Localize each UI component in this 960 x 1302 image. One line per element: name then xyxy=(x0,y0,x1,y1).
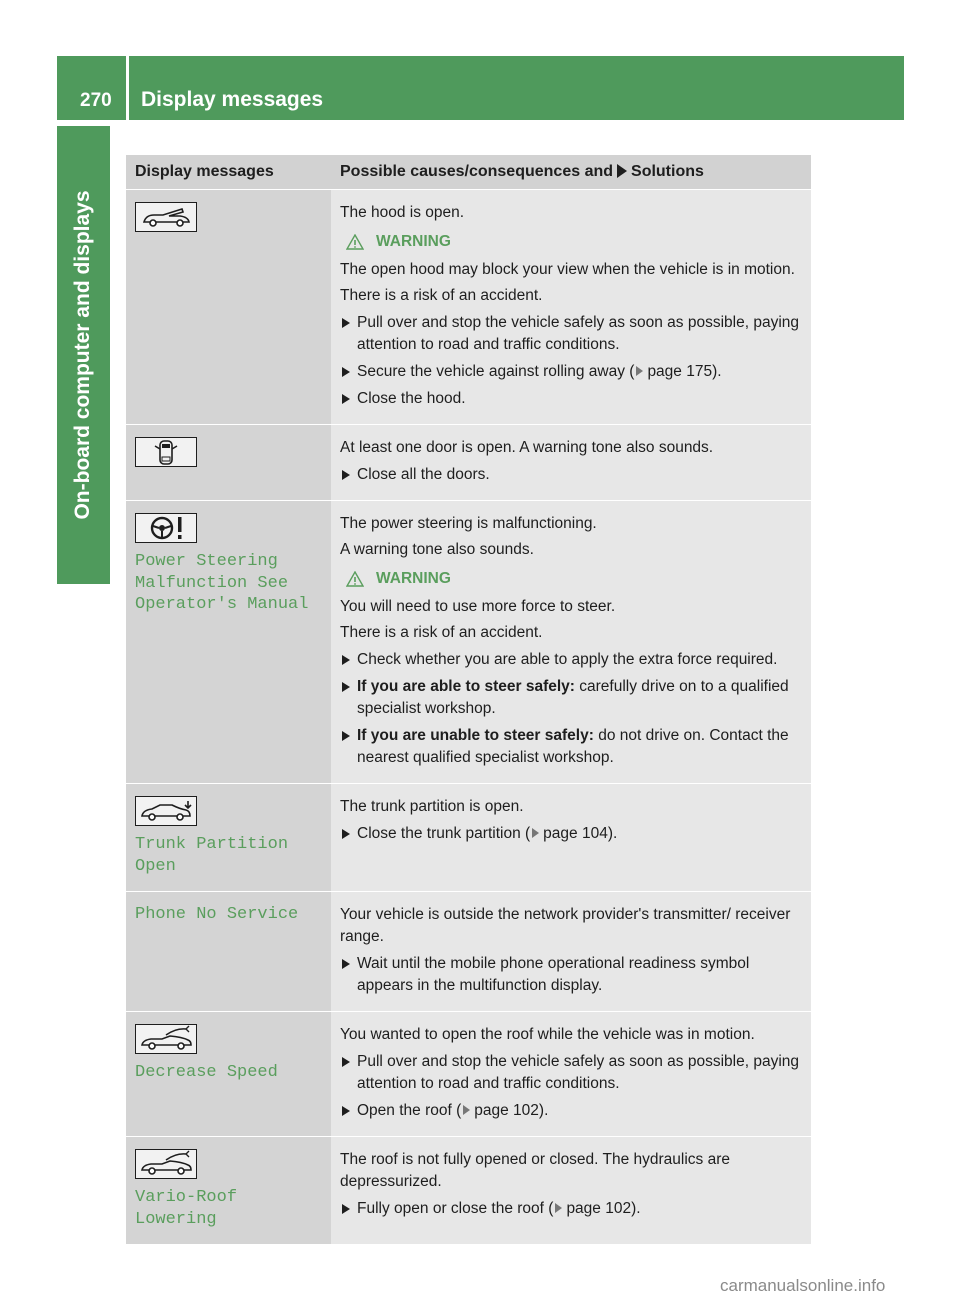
display-message-cell xyxy=(126,501,331,784)
step-text: Secure the vehicle against rolling away ( xyxy=(357,363,635,380)
display-message-cell xyxy=(126,784,331,892)
table-row xyxy=(126,1137,811,1245)
step-arrow-icon xyxy=(342,1106,350,1116)
solution-step xyxy=(340,464,805,486)
column-header-solutions xyxy=(331,155,811,190)
page-reference-icon xyxy=(463,1105,470,1115)
step-arrow-icon xyxy=(342,394,350,404)
solution-step xyxy=(340,388,805,410)
step-text: Wait until the mobile phone operational readiness symbol appears in the multifunction display. xyxy=(357,955,750,994)
step-arrow-icon xyxy=(342,655,350,665)
step-arrow-icon xyxy=(342,1204,350,1214)
step-condition: If you are unable to steer safely: xyxy=(357,727,594,744)
solution-arrow-icon xyxy=(617,164,627,178)
table-row xyxy=(126,190,811,425)
step-text: Close the hood. xyxy=(357,390,466,407)
step-text: Close the trunk partition ( xyxy=(357,825,531,842)
step-arrow-icon xyxy=(342,731,350,741)
table-row xyxy=(126,425,811,501)
warning-text: You will need to use more force to steer. xyxy=(340,598,616,615)
header-divider xyxy=(126,56,129,120)
page-reference[interactable]: page 175). xyxy=(647,363,722,380)
page-reference-icon xyxy=(532,828,539,838)
table-row xyxy=(126,892,811,1012)
page-title: Display messages xyxy=(141,88,324,111)
table-header-row xyxy=(126,155,811,190)
step-arrow-icon xyxy=(342,829,350,839)
display-message-text: Trunk Partition xyxy=(135,835,289,854)
cause-text: The hood is open. xyxy=(340,204,465,221)
step-text: Fully open or close the roof ( xyxy=(357,1200,554,1217)
solution-cell xyxy=(331,425,811,501)
solution-cell xyxy=(331,1012,811,1137)
solution-cell xyxy=(331,501,811,784)
step-arrow-icon xyxy=(342,318,350,328)
cause-text: The trunk partition is open. xyxy=(340,798,524,815)
steering-wheel-warning-icon xyxy=(135,513,197,543)
solution-step xyxy=(340,823,805,845)
display-message-cell xyxy=(126,1137,331,1245)
display-message-cell xyxy=(126,892,331,1012)
warning-text: The open hood may block your view when the vehicle is in motion. xyxy=(340,261,795,278)
step-text: do not drive on. Contact the nearest qualified specialist workshop. xyxy=(357,727,789,766)
warning-text: There is a risk of an accident. xyxy=(340,287,543,304)
warning-label: WARNING xyxy=(376,570,451,587)
display-message-text: Vario-Roof xyxy=(135,1188,238,1207)
column-header-display-messages: Display messages xyxy=(126,155,331,190)
display-message-text: Decrease Speed xyxy=(135,1063,278,1082)
display-message-text: Operator's Manual xyxy=(135,595,309,614)
step-arrow-icon xyxy=(342,470,350,480)
solution-step xyxy=(340,1100,805,1122)
column-header-solutions-text: Possible causes/consequences and xyxy=(340,163,614,180)
step-text: carefully drive on to a qualified specialist workshop. xyxy=(357,678,789,717)
solution-step xyxy=(340,1051,805,1095)
cause-text: A warning tone also sounds. xyxy=(340,541,534,558)
display-message-text: Malfunction See xyxy=(135,573,289,593)
step-arrow-icon xyxy=(342,367,350,377)
page-reference[interactable]: page 102). xyxy=(474,1102,549,1119)
table-row xyxy=(126,501,811,784)
solution-cell xyxy=(331,892,811,1012)
warning-label: WARNING xyxy=(376,233,451,250)
solution-step xyxy=(340,676,805,720)
side-tab-label: On-board computer and displays xyxy=(71,190,94,520)
step-text: Close all the doors. xyxy=(357,466,490,483)
step-arrow-icon xyxy=(342,682,350,692)
warning-heading xyxy=(340,231,805,253)
display-message-text: Open xyxy=(135,856,176,876)
display-message-text: Lowering xyxy=(135,1209,217,1229)
step-arrow-icon xyxy=(342,1057,350,1067)
page-number: 270 xyxy=(80,90,112,111)
step-text: Check whether you are able to apply the extra force required. xyxy=(357,651,778,668)
step-text: Pull over and stop the vehicle safely as soon as possible, paying attention to road and traffic conditions. xyxy=(357,1053,800,1092)
warning-text: There is a risk of an accident. xyxy=(340,624,543,641)
cause-text: Your vehicle is outside the network provider's transmitter/ receiver range. xyxy=(340,906,791,945)
cause-text: The roof is not fully opened or closed. The hydraulics are depressurized. xyxy=(340,1151,731,1190)
step-arrow-icon xyxy=(342,959,350,969)
warning-triangle-icon xyxy=(346,571,364,587)
page-reference[interactable]: page 102). xyxy=(566,1200,641,1217)
display-message-cell xyxy=(126,425,331,501)
display-message-cell xyxy=(126,190,331,425)
step-condition: If you are able to steer safely: xyxy=(357,678,575,695)
page-reference[interactable]: page 104). xyxy=(543,825,618,842)
solution-step xyxy=(340,725,805,769)
warning-triangle-icon xyxy=(346,234,364,250)
display-message-cell xyxy=(126,1012,331,1137)
cause-text: You wanted to open the roof while the vehicle was in motion. xyxy=(340,1026,755,1043)
display-message-text: Power Steering xyxy=(135,552,278,571)
step-text: Open the roof ( xyxy=(357,1102,462,1119)
watermark: carmanualsonline.info xyxy=(720,1276,886,1295)
convertible-roof-icon xyxy=(135,1024,197,1054)
convertible-roof-icon xyxy=(135,1149,197,1179)
solution-step xyxy=(340,361,805,383)
cause-text: At least one door is open. A warning tone also sounds. xyxy=(340,439,714,456)
solution-step xyxy=(340,312,805,356)
step-text: Pull over and stop the vehicle safely as soon as possible, paying attention to road and traffic conditions. xyxy=(357,314,800,353)
column-header-solutions-label: Solutions xyxy=(631,163,704,180)
cause-text: The power steering is malfunctioning. xyxy=(340,515,597,532)
page-reference-icon xyxy=(636,366,643,376)
door-open-icon xyxy=(135,437,197,467)
table-row xyxy=(126,784,811,892)
trunk-partition-icon xyxy=(135,796,197,826)
hood-open-icon xyxy=(135,202,197,232)
page-reference-icon xyxy=(555,1203,562,1213)
display-messages-table xyxy=(126,155,811,1244)
solution-cell xyxy=(331,190,811,425)
warning-heading xyxy=(340,568,805,590)
display-message-text: Phone No Service xyxy=(135,905,299,924)
solution-cell xyxy=(331,784,811,892)
solution-step xyxy=(340,649,805,671)
solution-step xyxy=(340,1198,805,1220)
solution-cell xyxy=(331,1137,811,1245)
solution-step xyxy=(340,953,805,997)
table-row xyxy=(126,1012,811,1137)
